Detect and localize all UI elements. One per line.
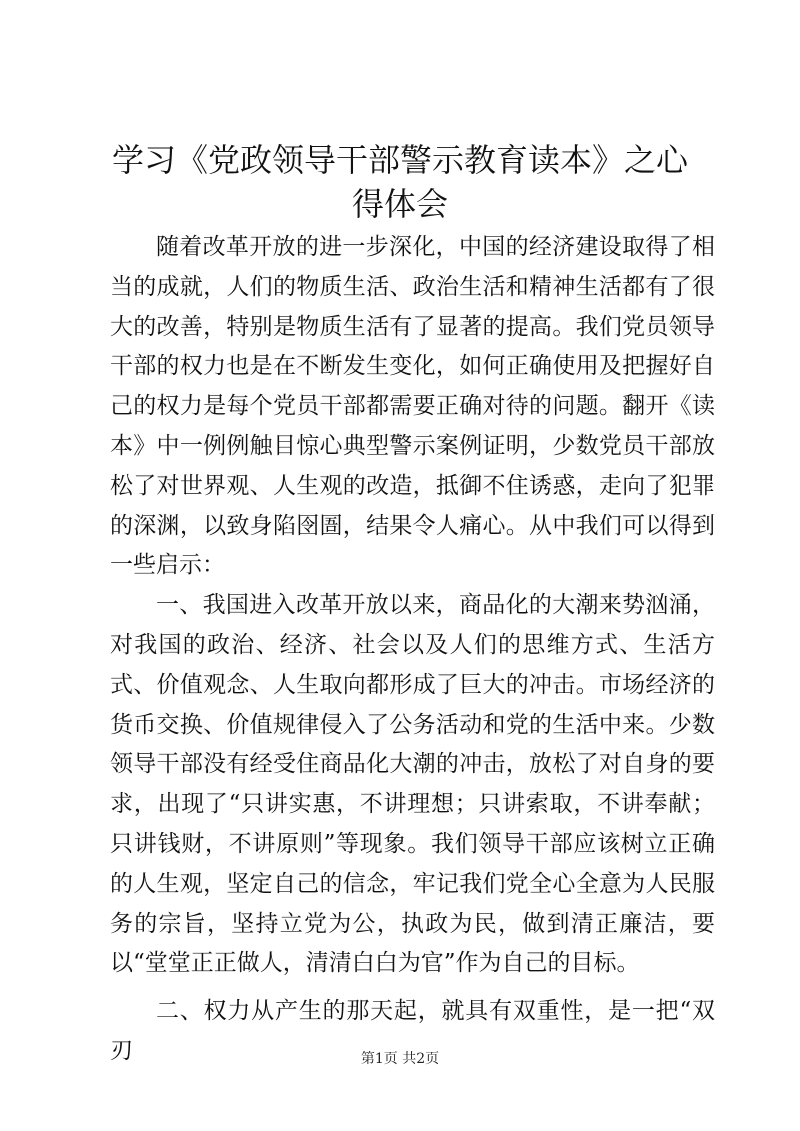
paragraph-intro: 随着改革开放的进一步深化，中国的经济建设取得了相当的成就，人们的物质生活、政治生活和精神生活都有了很大的改善，特别是物质生活有了显著的提高。我们党员领导干部的权力也是在不断发生变化，如何正确使用及把握好自己的权力是每个党员干部都需要正确对待的问题。翻开《读本》中一例例触目惊心典型警示案例证明，少数党员干部放松了对世界观、人生观的改造，抵御不住诱惑，走向了犯罪的深渊，以致身陷囹圄，结果令人痛心。从中我们可以得到一些启示： (110, 234, 715, 579)
document-body (110, 228, 715, 1072)
paragraph-point-one: 一、我国进入改革开放以来，商品化的大潮来势汹涌，对我国的政治、经济、社会以及人们的思维方式、生活方式、价值观念、人生取向都形成了巨大的冲击。市场经济的货币交换、价值规律侵入了公务活动和党的生活中来。少数领导干部没有经受住商品化大潮的冲击，放松了对自身的要求，出现了“只讲实惠，不讲理想；只讲索取，不讲奉献；只讲钱财，不讲原则”等现象。我们领导干部应该树立正确的人生观，坚定自己的信念，牢记我们党全心全意为人民服务的宗旨，坚持立党为公，执政为民，做到清正廉洁，要以“堂堂正正做人，清清白白为官”作为自己的目标。 (110, 592, 715, 977)
page-number-footer: 第1页 共2页 (360, 1051, 440, 1067)
paragraph-point-two: 二、权力从产生的那天起，就具有双重性，是一把“双刃 (110, 998, 715, 1064)
document-title: 学习《党政领导干部警示教育读本》之心得体会 (111, 141, 688, 223)
